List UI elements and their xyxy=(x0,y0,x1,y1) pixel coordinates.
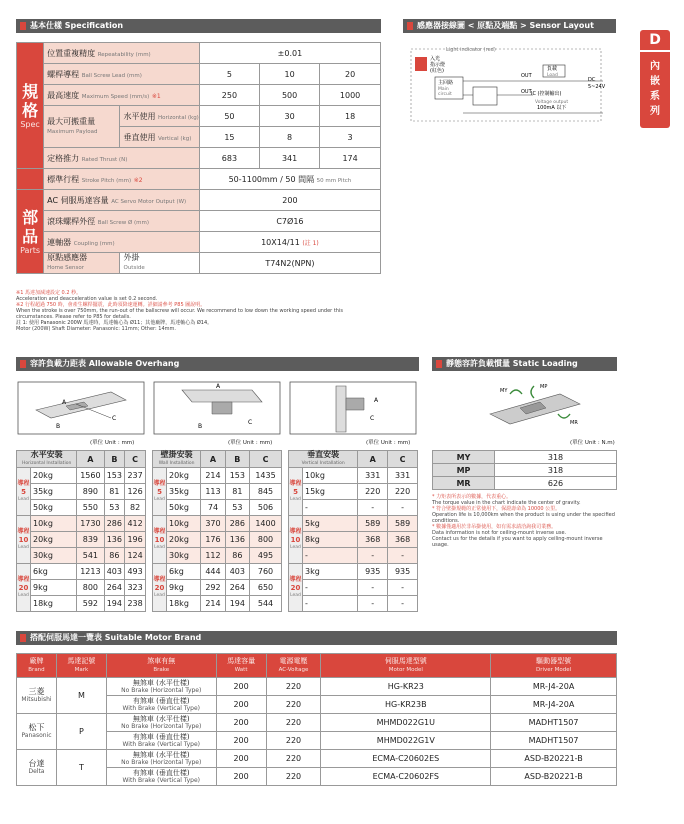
overhang-value: 544 xyxy=(250,596,282,612)
light-indicator-label: Light indicator (red) xyxy=(446,47,496,53)
brake-cell: 無煞車 (水平仕樣) No Brake (Horizontal Type) xyxy=(106,750,216,768)
spec-value: 200 xyxy=(199,190,380,211)
table-row xyxy=(17,696,617,714)
svg-text:circuit: circuit xyxy=(438,92,452,97)
svg-text:指示燈: 指示燈 xyxy=(430,62,446,68)
payload-cell: 35kg xyxy=(31,484,77,500)
wall-install-diagram xyxy=(152,380,282,436)
overhang-value: 839 xyxy=(77,532,104,548)
vertical-install-diagram xyxy=(288,380,418,436)
column-header: 電源電壓 AC-Voltage xyxy=(266,654,321,678)
mark-cell: T xyxy=(56,750,106,786)
overhang-unit: (單位 Unit : mm) xyxy=(366,440,411,446)
table-row xyxy=(153,596,282,612)
brand-cell: 松下 Panasonic xyxy=(17,714,57,750)
spec-value: C7Ø16 xyxy=(199,211,380,232)
parts-row-label: 連軸器 Coupling (mm) xyxy=(44,232,200,253)
parts-row-label: 滾珠螺桿外徑 Ball Screw Ø (mm) xyxy=(44,211,200,232)
parts-side-label: 部 品 Parts xyxy=(17,190,44,274)
watt-cell: 200 xyxy=(216,714,266,732)
spec-row-sublabel: 垂直使用 Vertical (kg) xyxy=(120,127,199,148)
table-row xyxy=(17,532,146,548)
svg-text:C: C xyxy=(112,415,117,422)
spec-value: 50-1100mm / 50 間隔 50 mm Pitch xyxy=(199,169,380,190)
payload-cell: 18kg xyxy=(167,596,201,612)
table-row xyxy=(153,532,282,548)
payload-cell: 30kg xyxy=(167,548,201,564)
table-row xyxy=(17,580,146,596)
overhang-value: 403 xyxy=(104,564,125,580)
overhang-value: 237 xyxy=(125,468,146,484)
overhang-value: - xyxy=(358,548,388,564)
payload-cell: 50kg xyxy=(167,500,201,516)
driver-cell: MADHT1507 xyxy=(491,732,617,750)
lead-label: 導程 10 Lead xyxy=(289,516,303,564)
install-type-header: 垂直安裝 Vertical Installation xyxy=(289,451,358,468)
spec-row-label: 最大可搬重量 Maximum Payload xyxy=(44,106,120,148)
overhang-value: 331 xyxy=(358,468,388,484)
overhang-value: 444 xyxy=(201,564,225,580)
overhang-value: 1435 xyxy=(250,468,282,484)
column-header: C xyxy=(388,451,418,468)
overhang-value: 238 xyxy=(125,596,146,612)
column-header: C xyxy=(250,451,282,468)
payload-cell: 6kg xyxy=(167,564,201,580)
spec-value: 3 xyxy=(320,127,381,148)
overhang-value: 331 xyxy=(388,468,418,484)
payload-cell: 20kg xyxy=(31,468,77,484)
overhang-value: - xyxy=(358,500,388,516)
payload-cell: 15kg xyxy=(303,484,358,500)
spec-value: 8 xyxy=(260,127,320,148)
horizontal-install-diagram xyxy=(16,380,146,436)
spec-row-label: 標準行程 Stroke Pitch (mm) ※2 xyxy=(44,169,200,190)
overhang-value: 86 xyxy=(104,548,125,564)
overhang-value: 412 xyxy=(125,516,146,532)
overhang-value: 264 xyxy=(104,580,125,596)
table-row xyxy=(17,484,146,500)
overhang-value: - xyxy=(388,596,418,612)
table-row xyxy=(153,516,282,532)
watt-cell: 200 xyxy=(216,732,266,750)
spec-side-label: 規 格 Spec xyxy=(17,43,44,169)
overhang-value: 194 xyxy=(104,596,125,612)
moment-unit: (單位 Unit : N.m) xyxy=(570,440,615,446)
brake-cell: 無煞車 (水平仕樣) No Brake (Horizontal Type) xyxy=(106,714,216,732)
svg-text:A: A xyxy=(216,383,221,390)
svg-text:MP: MP xyxy=(540,384,548,390)
payload-cell: 30kg xyxy=(31,548,77,564)
overhang-value: 292 xyxy=(201,580,225,596)
spec-value: 30 xyxy=(260,106,320,127)
mark-cell: M xyxy=(56,678,106,714)
overhang-value: 220 xyxy=(388,484,418,500)
mark-cell: P xyxy=(56,714,106,750)
payload-cell: 8kg xyxy=(303,532,358,548)
overhang-value: 935 xyxy=(388,564,418,580)
overhang-value: 264 xyxy=(225,580,249,596)
table-row xyxy=(17,714,617,732)
svg-text:B: B xyxy=(198,423,203,430)
spec-value: 1000 xyxy=(320,85,381,106)
overhang-value: 323 xyxy=(125,580,146,596)
spec-value: 341 xyxy=(260,148,320,169)
overhang-value: 220 xyxy=(358,484,388,500)
spec-value: 18 xyxy=(320,106,381,127)
overhang-value: 495 xyxy=(250,548,282,564)
parts-row-sublabel: 外掛 Outside xyxy=(120,253,199,274)
overhang-value: 112 xyxy=(201,548,225,564)
overhang-value: - xyxy=(358,580,388,596)
install-type-header: 壁掛安裝 Wall Installation xyxy=(153,451,201,468)
spec-value: 50 xyxy=(199,106,259,127)
overhang-unit: (單位 Unit : mm) xyxy=(90,440,135,446)
svg-text:A: A xyxy=(374,397,379,404)
driver-cell: MR-J4-20A xyxy=(491,678,617,696)
table-row xyxy=(289,484,418,500)
overhang-table xyxy=(152,450,282,612)
payload-cell: 9kg xyxy=(167,580,201,596)
lead-label: 導程 20 Lead xyxy=(17,564,31,612)
column-header: C xyxy=(125,451,146,468)
overhang-value: 935 xyxy=(358,564,388,580)
payload-cell: 20kg xyxy=(31,532,77,548)
table-row xyxy=(289,548,418,564)
svg-text:100mA 以下: 100mA 以下 xyxy=(537,105,567,111)
spec-value: 10X14/11 (註 1) xyxy=(199,232,380,253)
overhang-table xyxy=(288,450,418,612)
payload-cell: 18kg xyxy=(31,596,77,612)
chapter-tab[interactable]: D 內 嵌 系 列 xyxy=(640,30,670,128)
overhang-value: - xyxy=(388,548,418,564)
table-row xyxy=(153,500,282,516)
svg-text:主回路: 主回路 xyxy=(438,80,454,86)
svg-text:負載: 負載 xyxy=(547,66,558,72)
table-row xyxy=(17,564,146,580)
spec-row-label: 定格推力 Rated Thrust (N) xyxy=(44,148,200,169)
spec-value: ±0.01 xyxy=(199,43,380,64)
overhang-value: 82 xyxy=(125,500,146,516)
moment-notes: * 力矩表所表示的數據，代表重心。 The torque value in the chart indicate the center of gravity. * 符合壁掛規範的正常使用下，保證壽命為 10000 公里。 Operation life is 10,000km when the product is using under the specified conditions. * 數據僅適用於非吊掛使用，如有需求請洽詢我司業務。 Data information is not for ceiling-mount inverse use. Contact us for the details if you want to apply ceiling-mount inverse usage. xyxy=(432,494,615,548)
motor-table xyxy=(16,653,617,786)
moment-section-header: 靜態容許負載慣量 Static Loading Moment xyxy=(432,357,617,371)
brake-cell: 有煞車 (垂直仕樣) With Brake (Vertical Type) xyxy=(106,732,216,750)
svg-text:B: B xyxy=(56,423,61,430)
overhang-value: 113 xyxy=(201,484,225,500)
lead-label: 導程 5 Lead xyxy=(289,468,303,516)
spec-row-label: 螺桿導程 Ball Screw Lead (mm) xyxy=(44,64,200,85)
transistor-icon xyxy=(473,87,497,105)
svg-text:MR: MR xyxy=(570,420,578,426)
lead-label: 導程 10 Lead xyxy=(153,516,167,564)
overhang-value: 589 xyxy=(388,516,418,532)
overhang-value: 124 xyxy=(125,548,146,564)
spec-value: 250 xyxy=(199,85,259,106)
svg-text:C: C xyxy=(370,415,375,422)
motor-cell: MHMD022G1V xyxy=(321,732,491,750)
overhang-value: 800 xyxy=(77,580,104,596)
overhang-value: - xyxy=(358,596,388,612)
lead-label: 導程 20 Lead xyxy=(153,564,167,612)
overhang-value: 368 xyxy=(388,532,418,548)
brand-cell: 三菱 Mitsubishi xyxy=(17,678,57,714)
overhang-value: 1730 xyxy=(77,516,104,532)
spec-section-header: 基本仕樣 Specification xyxy=(16,19,381,33)
svg-text:MY: MY xyxy=(500,388,508,394)
column-header: A xyxy=(358,451,388,468)
table-row xyxy=(17,750,617,768)
overhang-value: 153 xyxy=(104,468,125,484)
overhang-value: 136 xyxy=(104,532,125,548)
spec-table xyxy=(16,42,381,274)
motor-cell: ECMA-C20602ES xyxy=(321,750,491,768)
spec-value: T74N2(NPN) xyxy=(199,253,380,274)
sensor-diagram xyxy=(403,37,616,123)
payload-cell: 10kg xyxy=(167,516,201,532)
overhang-value: 286 xyxy=(104,516,125,532)
parts-row-label: AC 伺服馬達容量 AC Servo Motor Output (W) xyxy=(44,190,200,211)
overhang-value: 53 xyxy=(225,500,249,516)
brand-cell: 台達 Delta xyxy=(17,750,57,786)
table-row xyxy=(17,596,146,612)
overhang-value: 589 xyxy=(358,516,388,532)
column-header: 驅動器型號 Driver Model xyxy=(491,654,617,678)
payload-cell: - xyxy=(303,500,358,516)
overhang-value: 760 xyxy=(250,564,282,580)
lead-label: 導程 20 Lead xyxy=(289,564,303,612)
overhang-section-header: 容許負載力距表 Allowable Overhang xyxy=(16,357,419,371)
overhang-value: 214 xyxy=(201,596,225,612)
overhang-value: - xyxy=(388,580,418,596)
motor-cell: MHMD022G1U xyxy=(321,714,491,732)
sensor-section-header: 感應器接線圖 < 原點及端點 > Sensor Layout xyxy=(403,19,616,33)
svg-text:Main: Main xyxy=(438,87,449,92)
brake-cell: 有煞車 (垂直仕樣) With Brake (Vertical Type) xyxy=(106,768,216,786)
volt-cell: 220 xyxy=(266,750,321,768)
overhang-value: 176 xyxy=(201,532,225,548)
overhang-value: 81 xyxy=(104,484,125,500)
table-row xyxy=(289,468,418,484)
watt-cell: 200 xyxy=(216,678,266,696)
parts-row-label: 原點感應器 Home Sensor xyxy=(44,253,120,274)
volt-cell: 220 xyxy=(266,696,321,714)
motor-cell: HG-KR23 xyxy=(321,678,491,696)
column-header: B xyxy=(225,451,249,468)
svg-text:A: A xyxy=(62,399,67,406)
svg-text:C: C xyxy=(248,419,253,426)
svg-text:5~24V: 5~24V xyxy=(588,84,606,90)
payload-cell: 3kg xyxy=(303,564,358,580)
svg-text:Voltage output: Voltage output xyxy=(535,100,569,105)
table-row xyxy=(289,532,418,548)
overhang-value: 890 xyxy=(77,484,104,500)
motor-cell: ECMA-C20602FS xyxy=(321,768,491,786)
driver-cell: MR-J4-20A xyxy=(491,696,617,714)
overhang-value: 650 xyxy=(250,580,282,596)
spec-value: 5 xyxy=(199,64,259,85)
moment-diagram xyxy=(480,380,590,434)
overhang-value: 136 xyxy=(225,532,249,548)
table-row xyxy=(17,500,146,516)
payload-cell: 20kg xyxy=(167,532,201,548)
volt-cell: 220 xyxy=(266,714,321,732)
light-indicator-icon xyxy=(415,57,427,71)
column-header: 馬達容量 Watt xyxy=(216,654,266,678)
overhang-value: 592 xyxy=(77,596,104,612)
watt-cell: 200 xyxy=(216,768,266,786)
lead-label: 導程 5 Lead xyxy=(17,468,31,516)
svg-text:(紅色): (紅色) xyxy=(430,68,444,74)
table-row xyxy=(289,500,418,516)
brake-cell: 有煞車 (垂直仕樣) With Brake (Vertical Type) xyxy=(106,696,216,714)
payload-cell: - xyxy=(303,548,358,564)
install-type-header: 水平安裝 Horizontal Installation xyxy=(17,451,77,468)
table-row xyxy=(17,548,146,564)
table-row xyxy=(153,564,282,580)
table-row xyxy=(289,596,418,612)
payload-cell: 10kg xyxy=(31,516,77,532)
table-row xyxy=(17,468,146,484)
brake-cell: 無煞車 (水平仕樣) No Brake (Horizontal Type) xyxy=(106,678,216,696)
overhang-value: - xyxy=(388,500,418,516)
column-header: A xyxy=(201,451,225,468)
moment-table: MY 318 MP 318 MR 626 xyxy=(432,450,617,490)
table-row xyxy=(153,468,282,484)
table-row xyxy=(17,516,146,532)
overhang-value: 74 xyxy=(201,500,225,516)
table-row xyxy=(17,768,617,786)
payload-cell: 50kg xyxy=(31,500,77,516)
motor-section-header: 搭配伺服馬達一覽表 Suitable Motor Brand xyxy=(16,631,617,645)
spec-value: 10 xyxy=(260,64,320,85)
spec-value: 20 xyxy=(320,64,381,85)
payload-cell: 9kg xyxy=(31,580,77,596)
spec-value: 683 xyxy=(199,148,259,169)
payload-cell: 20kg xyxy=(167,468,201,484)
column-header: 馬達記號 Mark xyxy=(56,654,106,678)
volt-cell: 220 xyxy=(266,768,321,786)
column-header: 伺服馬達型號 Motor Model xyxy=(321,654,491,678)
watt-cell: 200 xyxy=(216,750,266,768)
overhang-unit: (單位 Unit : mm) xyxy=(228,440,273,446)
overhang-value: 196 xyxy=(125,532,146,548)
spec-row-label: 最高速度 Maximum Speed (mm/s) ※1 xyxy=(44,85,200,106)
driver-cell: ASD-B20221-B xyxy=(491,750,617,768)
overhang-value: 86 xyxy=(225,548,249,564)
spec-value: 15 xyxy=(199,127,259,148)
svg-text:DC: DC xyxy=(588,77,596,83)
overhang-value: 845 xyxy=(250,484,282,500)
volt-cell: 220 xyxy=(266,678,321,696)
driver-cell: MADHT1507 xyxy=(491,714,617,732)
overhang-table xyxy=(16,450,146,612)
payload-cell: 10kg xyxy=(303,468,358,484)
spec-value: 174 xyxy=(320,148,381,169)
overhang-value: 1213 xyxy=(77,564,104,580)
overhang-value: 194 xyxy=(225,596,249,612)
table-row xyxy=(153,484,282,500)
svg-text:OUT: OUT xyxy=(521,89,532,95)
table-row xyxy=(17,678,617,696)
table-row xyxy=(17,732,617,750)
payload-cell: - xyxy=(303,596,358,612)
spec-row-sublabel: 水平使用 Horizontal (kg) xyxy=(120,106,199,127)
motor-cell: HG-KR23B xyxy=(321,696,491,714)
column-header: B xyxy=(104,451,125,468)
overhang-value: 403 xyxy=(225,564,249,580)
payload-cell: 35kg xyxy=(167,484,201,500)
overhang-value: 370 xyxy=(201,516,225,532)
overhang-value: 153 xyxy=(225,468,249,484)
overhang-value: 541 xyxy=(77,548,104,564)
overhang-value: 800 xyxy=(250,532,282,548)
lead-label: 導程 5 Lead xyxy=(153,468,167,516)
lead-label: 導程 10 Lead xyxy=(17,516,31,564)
svg-text:入光: 入光 xyxy=(430,56,441,62)
spec-notes: ※1 馬達加減速設定 0.2 秒。 Acceleration and deacceleration value is set 0.2 second. ※2 行程超過 750 時，會產生螺桿擺震，此時須降速運轉。詳細請參考 P85 圖說明。 When the stroke is over 750mm, the run-out of the ballscrew will occur. We recommend to low down the working speed under this circumstances. Please refer to P85 for details. 註 1: 使用 Panasonic 200W 馬達時，馬達軸心為 Ø11；其他廠牌，馬達軸心為 Ø14。 Motor (200W) Shaft Diameter: Panasonic: 11mm; Other: 14mm. xyxy=(16,290,343,332)
svg-text:IC (控制輸出): IC (控制輸出) xyxy=(531,91,562,97)
table-row xyxy=(289,580,418,596)
driver-cell: ASD-B20221-B xyxy=(491,768,617,786)
payload-cell: 6kg xyxy=(31,564,77,580)
table-row xyxy=(153,580,282,596)
overhang-value: 53 xyxy=(104,500,125,516)
watt-cell: 200 xyxy=(216,696,266,714)
volt-cell: 220 xyxy=(266,732,321,750)
overhang-value: 368 xyxy=(358,532,388,548)
table-row xyxy=(153,548,282,564)
column-header: 煞車有無 Brake xyxy=(106,654,216,678)
overhang-value: 493 xyxy=(125,564,146,580)
svg-text:OUT: OUT xyxy=(521,73,532,79)
overhang-value: 126 xyxy=(125,484,146,500)
table-row xyxy=(289,516,418,532)
spec-row-label: 位置重複精度 Repeatability (mm) xyxy=(44,43,200,64)
overhang-value: 81 xyxy=(225,484,249,500)
overhang-value: 214 xyxy=(201,468,225,484)
overhang-value: 1400 xyxy=(250,516,282,532)
payload-cell: 5kg xyxy=(303,516,358,532)
overhang-value: 550 xyxy=(77,500,104,516)
svg-text:Load: Load xyxy=(547,73,558,78)
spec-value: 500 xyxy=(260,85,320,106)
column-header: 廠牌 Brand xyxy=(17,654,57,678)
payload-cell: - xyxy=(303,580,358,596)
overhang-value: 506 xyxy=(250,500,282,516)
overhang-value: 286 xyxy=(225,516,249,532)
table-row xyxy=(289,564,418,580)
overhang-value: 1560 xyxy=(77,468,104,484)
column-header: A xyxy=(77,451,104,468)
